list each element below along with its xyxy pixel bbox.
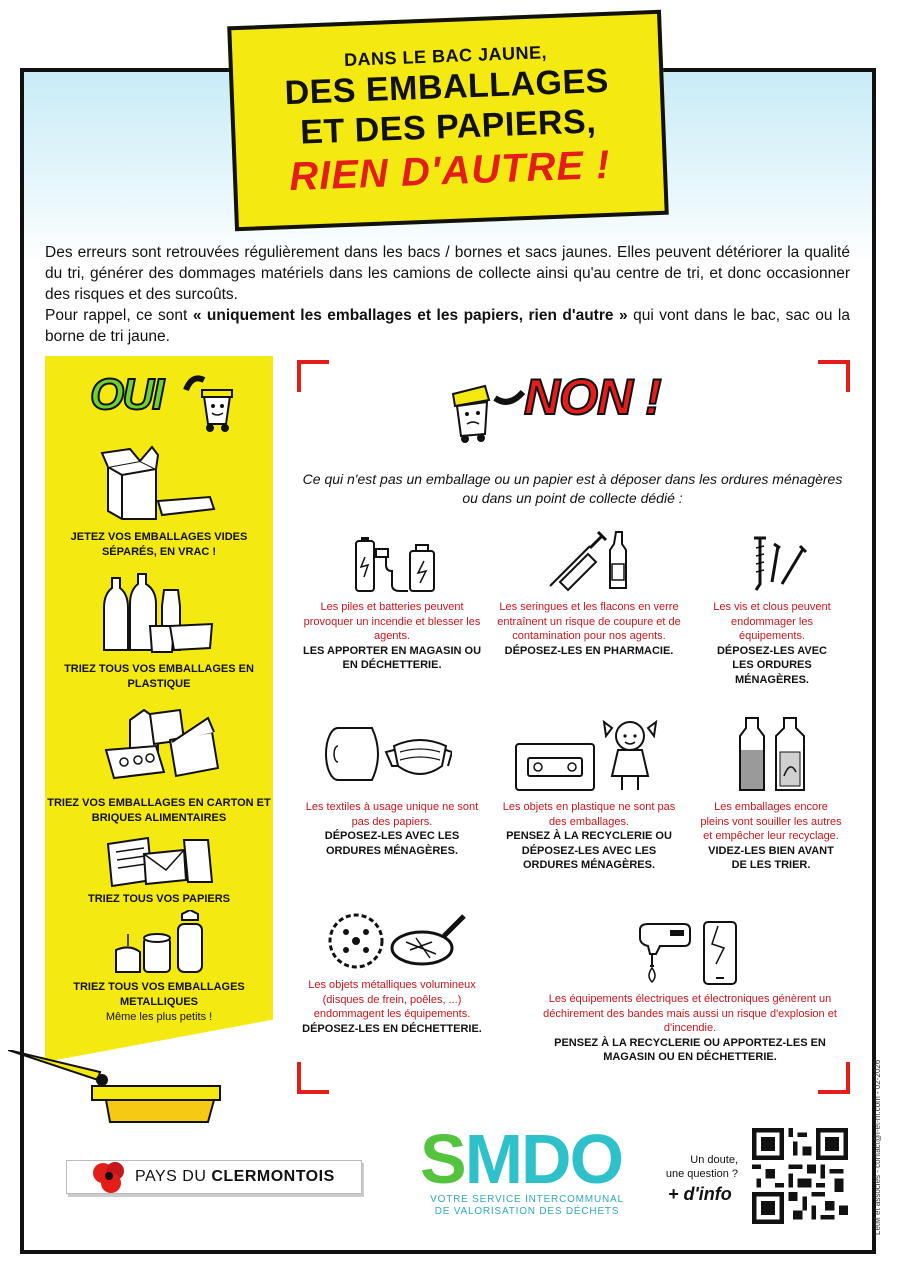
- more-info-label: + d'info: [668, 1184, 732, 1204]
- intro-p2-bold: « uniquement les emballages et les papiers, rien d'autre »: [192, 307, 628, 324]
- plastic-bottles-icon: [100, 568, 218, 656]
- intro-p2-end: qui vont dans le bac, sac ou la borne de tri jaune.: [45, 307, 850, 345]
- title-line-1: DANS LE BAC JAUNE,: [343, 42, 548, 70]
- smdo-m: M: [464, 1120, 522, 1198]
- non-item-6-red: Les emballages encore pleins vont souiller les autres et empêcher leur recyclage.: [700, 801, 842, 842]
- non-item-8-red: Les équipements électriques et électroniques génèrent un déchirement des bandes mais aussi un risque d'explosion et d'incendie.: [543, 993, 837, 1034]
- question-prompt: [648, 1153, 738, 1181]
- non-logo: NON !: [524, 369, 661, 425]
- non-item-5-red: Les objets en plastique ne sont pas des emballages.: [502, 801, 676, 828]
- non-frame-corner-tl: [297, 360, 329, 392]
- title-line-3: ET DES PAPIERS,: [299, 102, 597, 152]
- papers-icon: [104, 832, 216, 890]
- battery-icon: [348, 535, 440, 595]
- intro-text: [45, 242, 850, 347]
- electronics-icon: [630, 920, 740, 986]
- qr-code-icon[interactable]: [752, 1128, 848, 1224]
- full-bottle-icon: [734, 716, 814, 792]
- oui-item-1-label: JETEZ VOS EMBALLAGES VIDES SÉPARÉS, EN VRAC !: [70, 531, 248, 558]
- oui-item-5-text: TRIEZ TOUS VOS EMBALLAGES METALLIQUES: [73, 981, 245, 1008]
- non-item-4-red: Les textiles à usage unique ne sont pas des papiers.: [305, 801, 479, 828]
- non-item-electronics: [530, 992, 850, 1065]
- pan-icon: [326, 908, 466, 974]
- yogurt-mascot-icon: [182, 372, 242, 434]
- question-line-2: une question ?: [665, 1168, 738, 1180]
- non-item-plastic-objects: [496, 800, 682, 873]
- smdo-logo: [420, 1120, 623, 1198]
- non-item-7-black: DÉPOSEZ-LES EN DÉCHETTERIE.: [302, 1022, 482, 1035]
- non-item-1-black: LES APPORTER EN MAGASIN OU EN DÉCHETTERIE.: [302, 644, 482, 671]
- oui-item-2-label: TRIEZ TOUS VOS EMBALLAGES EN PLASTIQUE: [64, 663, 254, 690]
- non-item-6-black: VIDEZ-LES BIEN AVANT DE LES TRIER.: [708, 844, 834, 871]
- smdo-tagline-2: DE VALORISATION DES DÉCHETS: [434, 1206, 620, 1217]
- non-item-3-black: DÉPOSEZ-LES AVEC LES ORDURES MÉNAGÈRES.: [716, 644, 828, 686]
- credit-text: LetM et associés - contact@l-et-m.com - 02-2026: [873, 1059, 882, 1235]
- title-line-2: DES EMBALLAGES: [283, 61, 610, 113]
- non-item-1-red: Les piles et batteries peuvent provoquer un incendie et blesser les agents.: [303, 601, 481, 642]
- smdo-tagline-1: VOTRE SERVICE INTERCOMMUNAL: [430, 1194, 624, 1205]
- smdo-s: S: [420, 1120, 465, 1198]
- title-banner: [227, 10, 669, 232]
- pays-prefix: PAYS DU: [135, 1168, 212, 1185]
- syringe-icon: [540, 530, 638, 594]
- smdo-do: DO: [521, 1120, 623, 1198]
- non-frame-corner-bl: [297, 1062, 329, 1094]
- doll-icon: [512, 718, 664, 792]
- pays-bold: CLERMONTOIS: [211, 1168, 335, 1185]
- non-item-batteries: [302, 600, 482, 673]
- non-item-4-black: DÉPOSEZ-LES AVEC LES ORDURES MÉNAGÈRES.: [324, 830, 460, 857]
- smdo-tagline: [420, 1194, 634, 1218]
- oui-item-3-label: TRIEZ VOS EMBALLAGES EN CARTON ET BRIQUES ALIMENTAIRES: [47, 797, 271, 824]
- non-item-3-red: Les vis et clous peuvent endommager les équipements.: [713, 601, 831, 642]
- non-frame-corner-tr: [818, 360, 850, 392]
- pays-du-clermontois-logo: [66, 1160, 362, 1194]
- oui-item-5-label: [45, 980, 273, 1025]
- oui-logo: OUI: [90, 370, 163, 419]
- non-item-full-packaging: [700, 800, 842, 873]
- non-frame-corner-br: [818, 1062, 850, 1094]
- non-item-syringes: [497, 600, 681, 658]
- sad-mascot-icon: [445, 378, 525, 444]
- intro-p2-start: Pour rappel, ce sont: [45, 307, 193, 324]
- yellow-bin-icon: [8, 1050, 228, 1132]
- intro-paragraph-1: Des erreurs sont retrouvées régulièrement dans les bacs / bornes et sacs jaunes. Elles peuvent détériorer la qualité du tri, générer des dommages matériels dans les camions de collecte ainsi qu'au centre de tri, et donc occasionner des risques et des surcoûts.: [45, 244, 850, 303]
- non-item-textiles: [304, 800, 480, 858]
- non-item-2-black: DÉPOSEZ-LES EN PHARMACIE.: [504, 644, 674, 657]
- question-line-1: Un doute,: [690, 1154, 738, 1166]
- oui-item-4-label: TRIEZ TOUS VOS PAPIERS: [87, 893, 230, 905]
- non-item-metal-objects: [300, 978, 484, 1036]
- metal-cans-icon: [108, 910, 214, 976]
- non-item-7-red: Les objets métalliques volumineux (disques de frein, poêles, ...) endommagent les équipements.: [308, 979, 476, 1020]
- cardboard-box-icon: [100, 445, 218, 523]
- non-item-2-red: Les seringues et les flacons en verre entraînent un risque de coupure et de contamination pour nos agents.: [497, 601, 681, 642]
- non-subtitle: Ce qui n'est pas un emballage ou un papier est à déposer dans les ordures ménagères ou dans un point de collecte dédié :: [302, 471, 843, 506]
- non-item-screws: [706, 600, 838, 687]
- oui-item-5-note: Même les plus petits !: [105, 1011, 213, 1023]
- textile-icon: [322, 722, 452, 790]
- poppy-icon: [89, 1157, 129, 1197]
- title-line-4: RIEN D'AUTRE !: [288, 142, 612, 200]
- carton-icon: [100, 700, 222, 788]
- non-item-8-black: PENSEZ À LA RECYCLERIE OU APPORTEZ-LES EN MAGASIN OU EN DÉCHETTERIE.: [554, 1036, 826, 1063]
- non-item-5-black: PENSEZ À LA RECYCLERIE OU DÉPOSEZ-LES AVEC LES ORDURES MÉNAGÈRES.: [506, 830, 672, 871]
- screws-icon: [748, 532, 808, 592]
